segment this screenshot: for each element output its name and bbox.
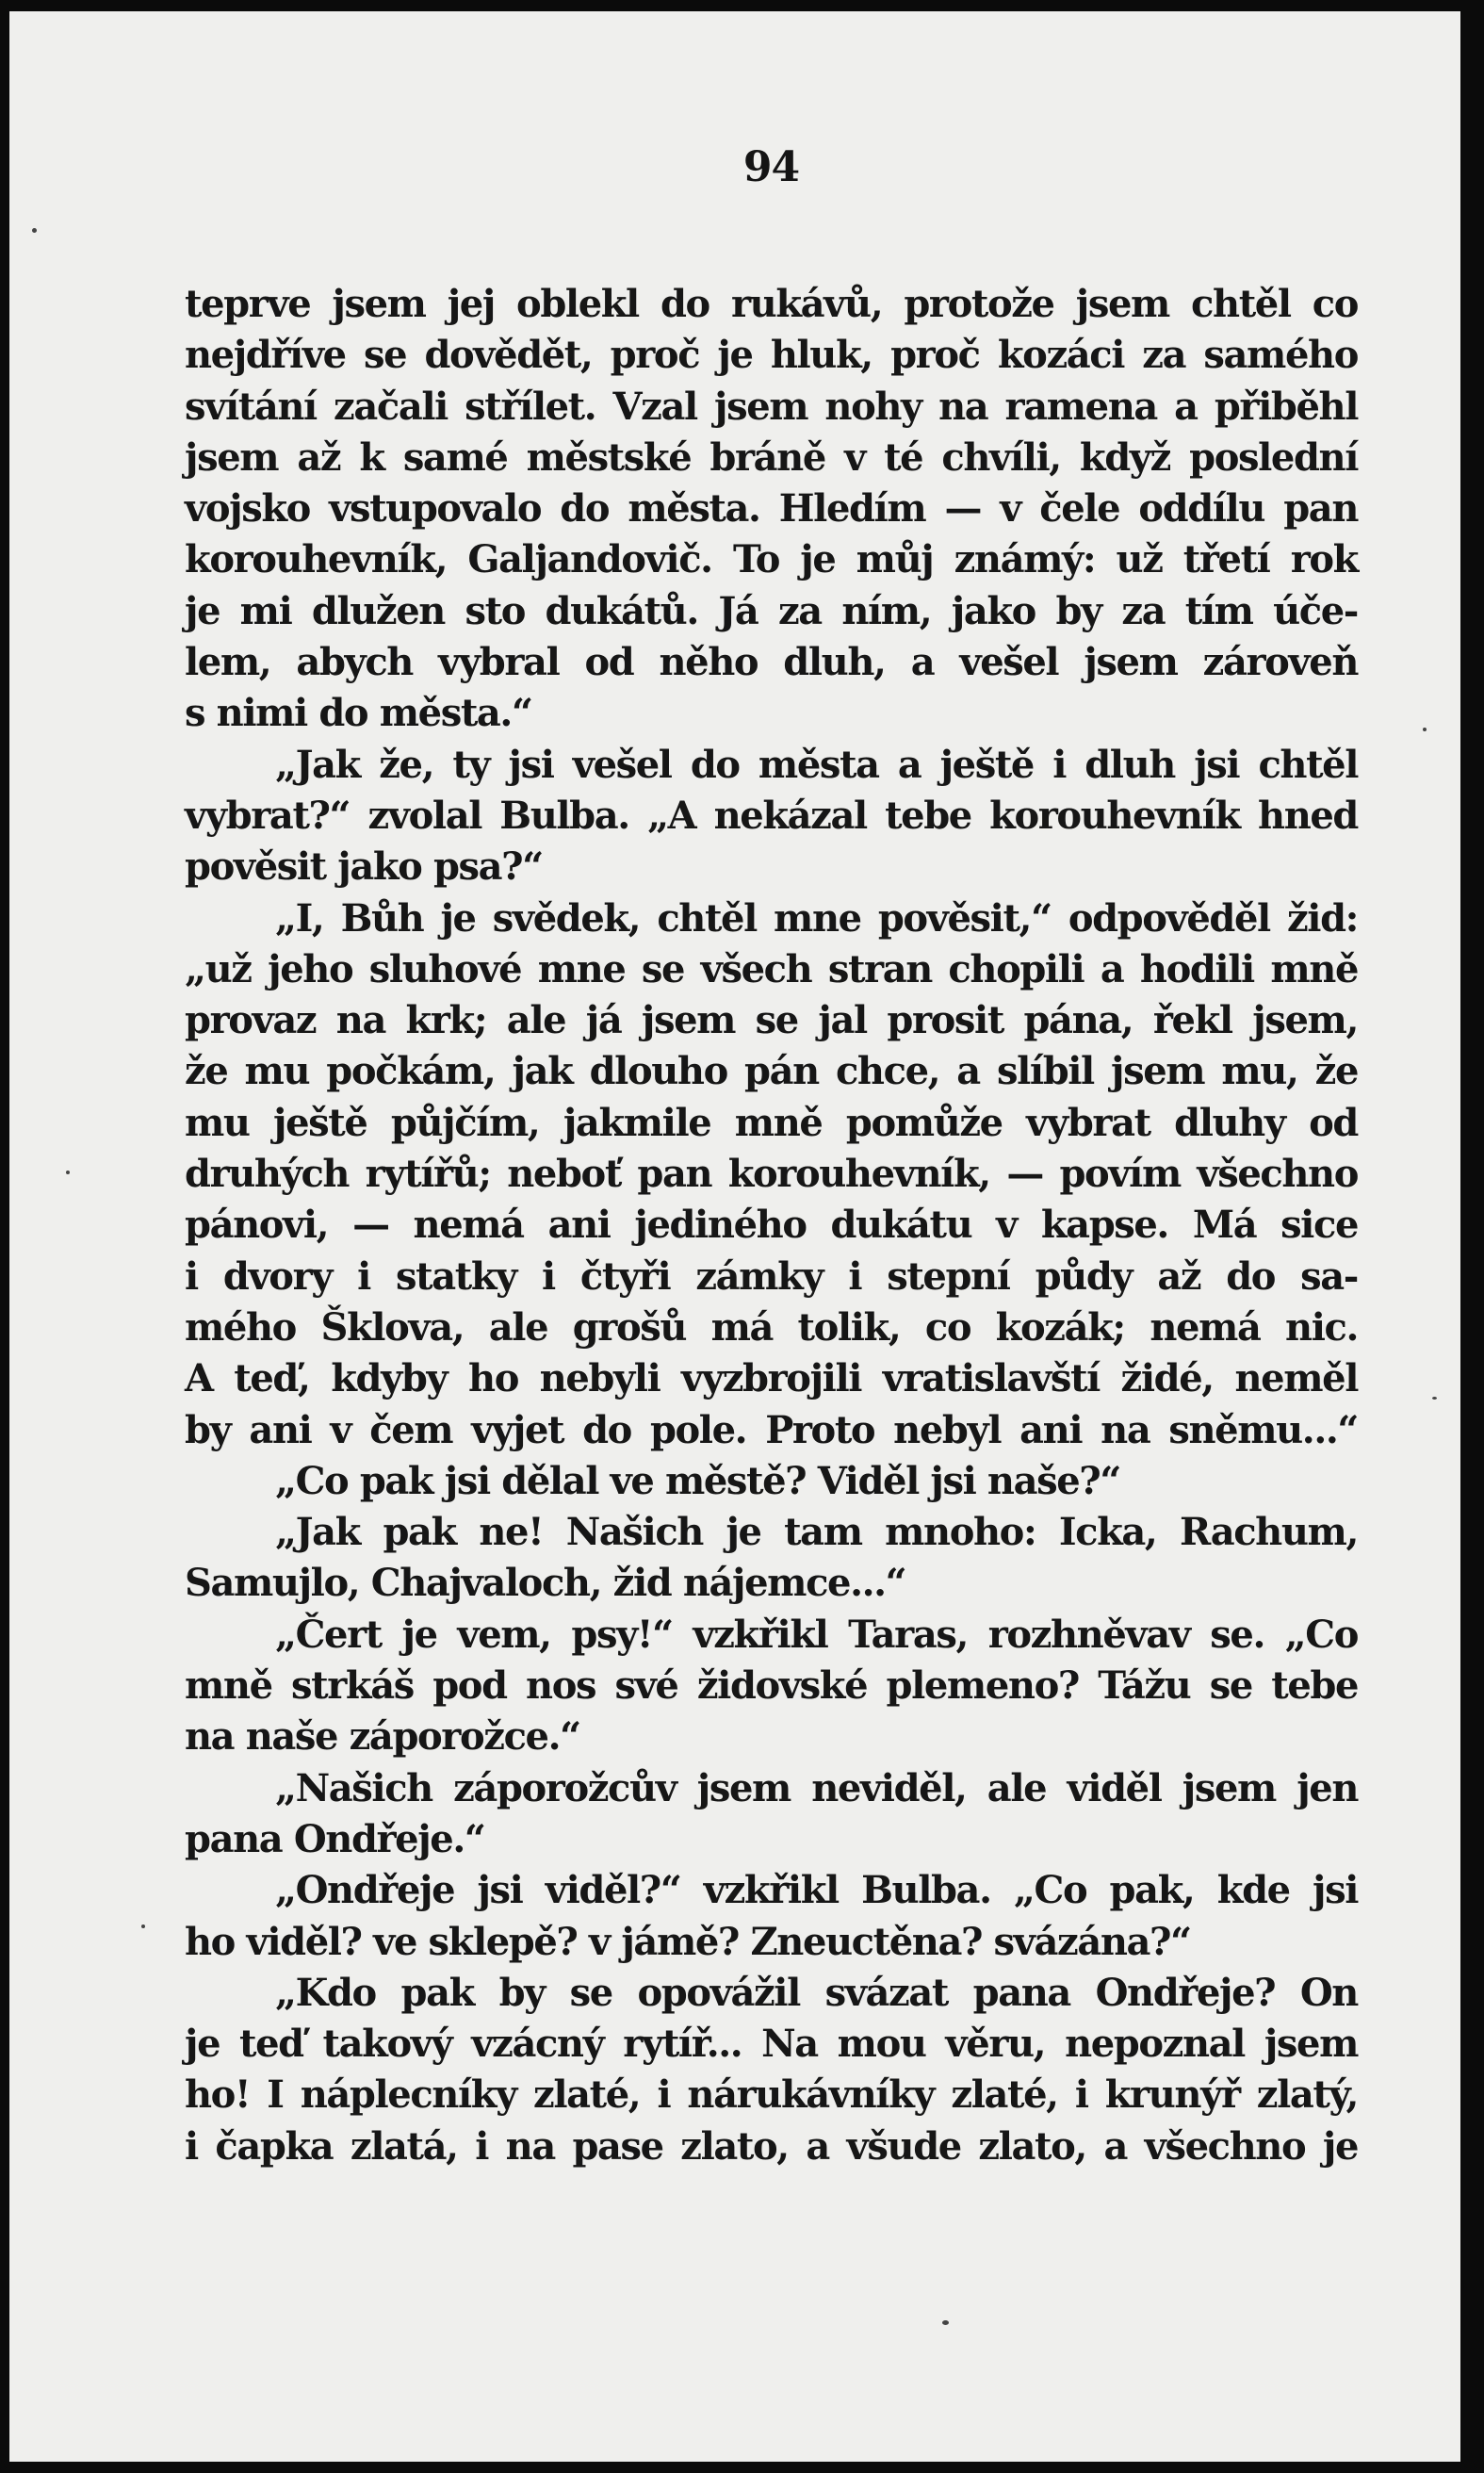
text-line: i dvory i statky i čtyři zámky i stepní půdy až do sa- xyxy=(185,1253,1358,1299)
text-line: korouhevník, Galjandovič. To je můj známý: už třetí rok xyxy=(185,537,1358,582)
paper-speck xyxy=(1423,728,1427,731)
text-line: ho viděl? ve sklepě? v jámě? Zneuctěna? svázána?“ xyxy=(185,1919,1191,1964)
text-line: nejdříve se dovědět, proč je hluk, proč kozáci za samého xyxy=(185,333,1358,378)
text-line: pana Ondřeje.“ xyxy=(185,1816,485,1861)
text-line: A teď, kdyby ho nebyli vyzbrojili vratislavští židé, neměl xyxy=(185,1356,1358,1401)
paper-speck xyxy=(942,2320,949,2325)
text-line: „Našich záporožcův jsem neviděl, ale viděl jsem jen xyxy=(275,1765,1358,1810)
text-line: by ani v čem vyjet do pole. Proto nebyl ani na sněmu...“ xyxy=(185,1407,1358,1452)
text-line: mého Šklova, ale grošů má tolik, co kozák; nemá nic. xyxy=(185,1304,1358,1350)
text-line: „Čert je vem, psy!“ vzkřikl Taras, rozhněvav se. „Co xyxy=(275,1612,1358,1657)
text-line: vybrat?“ zvolal Bulba. „A nekázal tebe korouhevník hned xyxy=(185,793,1358,838)
text-line: pověsit jako psa?“ xyxy=(185,844,543,890)
text-line: je teď takový vzácný rytíř... Na mou věru, nepoznal jsem xyxy=(185,2022,1358,2067)
text-line: Samujlo, Chajvaloch, žid nájemce...“ xyxy=(185,1561,906,1606)
text-line: svítání začali střílet. Vzal jsem nohy na ramena a přiběhl xyxy=(185,384,1358,429)
text-line: mně strkáš pod nos své židovské plemeno? Tážu se tebe xyxy=(185,1663,1358,1709)
text-line: „Jak pak ne! Našich je tam mnoho: Icka, Rachum, xyxy=(275,1510,1358,1555)
body-text xyxy=(185,279,1358,2172)
text-line: „Kdo pak by se opovážil svázat pana Ondřeje? On xyxy=(275,1970,1358,2015)
paper-speck xyxy=(141,1924,145,1928)
text-line: „Jak že, ty jsi vešel do města a ještě i dluh jsi chtěl xyxy=(275,742,1358,787)
paper-speck xyxy=(32,228,37,233)
text-line: s nimi do města.“ xyxy=(185,691,532,736)
text-line: ho! I náplecníky zlaté, i nárukávníky zlaté, i krunýř zlatý, xyxy=(185,2072,1358,2118)
text-line: pánovi, — nemá ani jediného dukátu v kapse. Má sice xyxy=(185,1203,1358,1248)
text-line: druhých rytířů; neboť pan korouhevník, — povím všechno xyxy=(185,1152,1358,1197)
paper-speck xyxy=(66,1171,70,1174)
page-number: 94 xyxy=(742,143,800,191)
text-line: teprve jsem jej oblekl do rukávů, protože jsem chtěl co xyxy=(185,282,1358,326)
text-line: na naše záporožce.“ xyxy=(185,1714,580,1760)
text-line: že mu počkám, jak dlouho pán chce, a slíbil jsem mu, že xyxy=(185,1049,1358,1094)
text-line: lem, abych vybral od něho dluh, a vešel jsem zároveň xyxy=(185,640,1358,685)
text-line: „I, Bůh je svědek, chtěl mne pověsit,“ odpověděl žid: xyxy=(275,895,1358,941)
text-line: i čapka zlatá, i na pase zlato, a všude zlato, a všechno je xyxy=(185,2123,1358,2169)
text-line: vojsko vstupovalo do města. Hledím — v čele oddílu pan xyxy=(185,486,1358,532)
text-line: „už jeho sluhové mne se všech stran chopili a hodili mně xyxy=(185,946,1358,991)
text-line: je mi dlužen sto dukátů. Já za ním, jako by za tím úče- xyxy=(185,588,1358,633)
text-line: „Ondřeje jsi viděl?“ vzkřikl Bulba. „Co pak, kde jsi xyxy=(275,1868,1358,1913)
paper-speck xyxy=(1432,1397,1437,1400)
text-line: mu ještě půjčím, jakmile mně pomůže vybrat dluhy od xyxy=(185,1100,1358,1145)
text-line: provaz na krk; ale já jsem se jal prosit pána, řekl jsem, xyxy=(185,998,1358,1043)
text-line: jsem až k samé městské bráně v té chvíli, když poslední xyxy=(185,434,1358,480)
text-line: „Co pak jsi dělal ve městě? Viděl jsi naše?“ xyxy=(275,1458,1120,1503)
scanned-page xyxy=(9,11,1460,2462)
